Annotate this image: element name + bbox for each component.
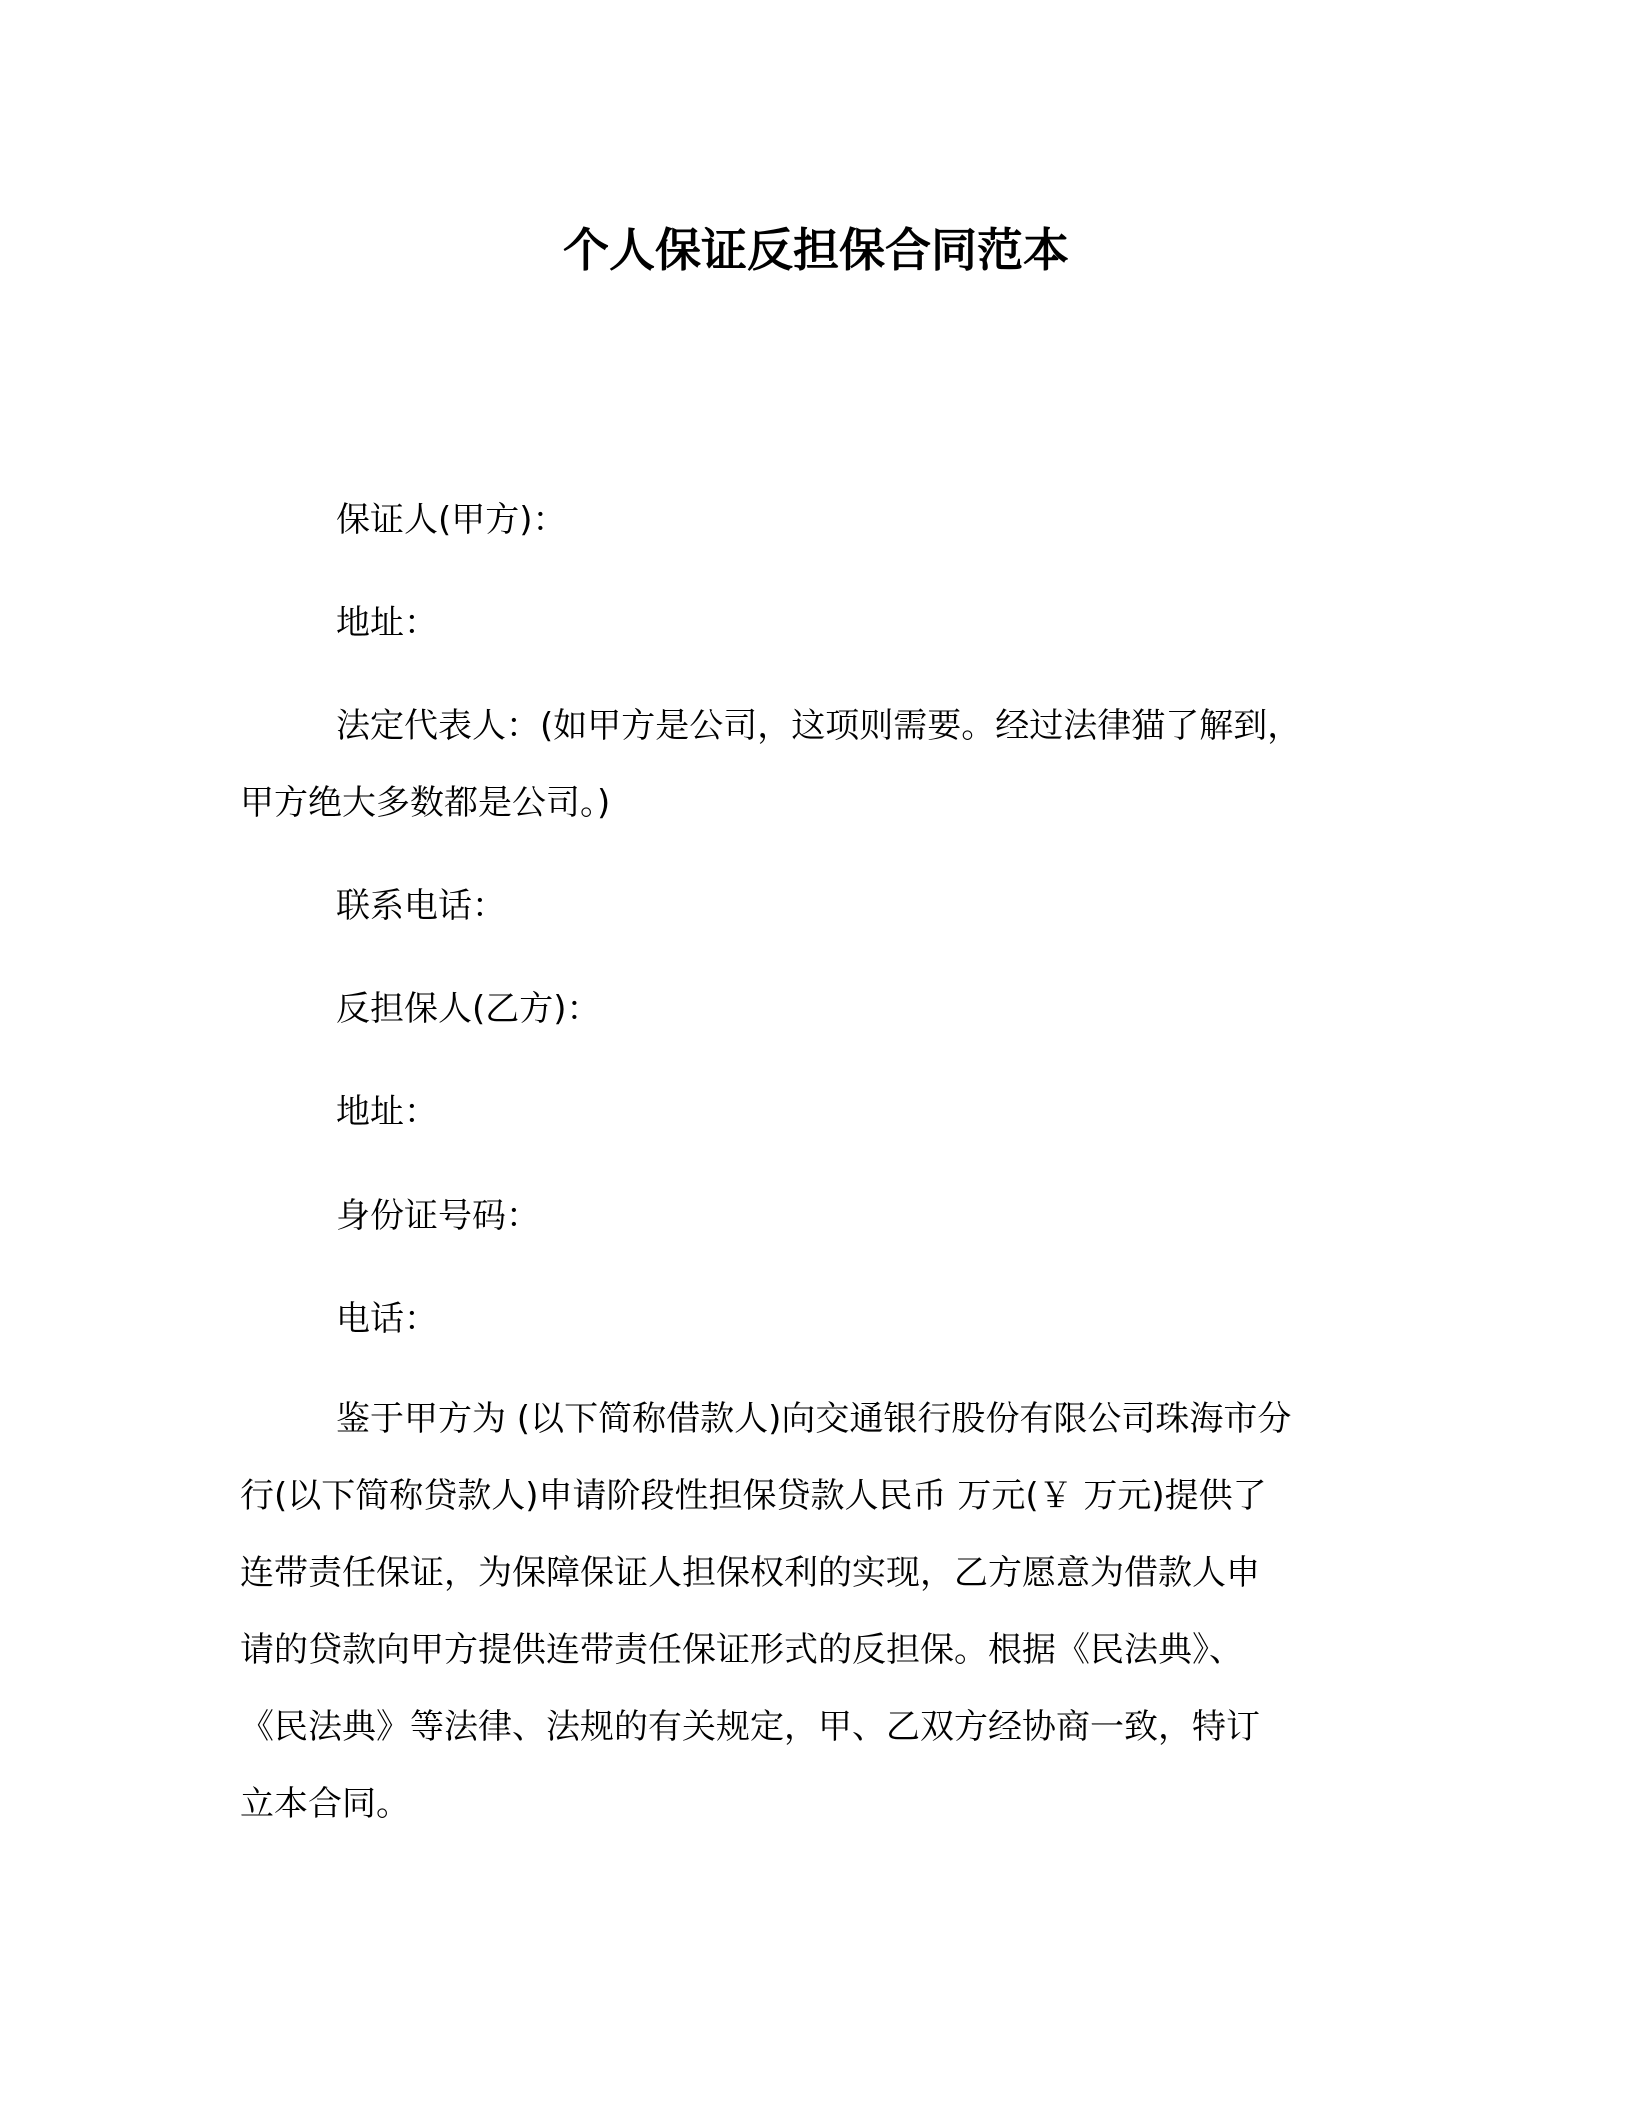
document-title: 个人保证反担保合同范本	[563, 223, 1069, 277]
recital-line: 连带责任保证，为保障保证人担保权利的实现，乙方愿意为借款人申	[240, 1553, 1260, 1593]
legal-representative-line-cont: 甲方绝大多数都是公司。)	[240, 783, 611, 823]
id-number-label: 身份证号码：	[336, 1196, 540, 1236]
recital-line: 请的贷款向甲方提供连带责任保证形式的反担保。根据《民法典》、	[240, 1630, 1243, 1670]
recital-paragraph	[240, 1381, 1380, 1843]
recital-line: 《民法典》等法律、法规的有关规定，甲、乙双方经协商一致，特订	[240, 1707, 1260, 1747]
counter-guarantor-label: 反担保人(乙方)：	[336, 989, 601, 1029]
legal-representative-line: 法定代表人：(如甲方是公司，这项则需要。经过法律猫了解到，	[336, 706, 1302, 746]
guarantor-label: 保证人(甲方)：	[336, 500, 567, 540]
counter-guarantor-address-label: 地址：	[336, 1092, 438, 1132]
contact-phone-label: 联系电话：	[336, 886, 506, 926]
recital-line: 鉴于甲方为 (以下简称借款人)向交通银行股份有限公司珠海市分	[336, 1399, 1292, 1439]
recital-line: 行(以下简称贷款人)申请阶段性担保贷款人民币 万元(￥ 万元)提供了	[240, 1476, 1267, 1516]
guarantor-address-label: 地址：	[336, 603, 438, 643]
legal-representative-paragraph	[240, 688, 1380, 842]
recital-line: 立本合同。	[240, 1784, 410, 1824]
phone-label: 电话：	[336, 1299, 438, 1339]
